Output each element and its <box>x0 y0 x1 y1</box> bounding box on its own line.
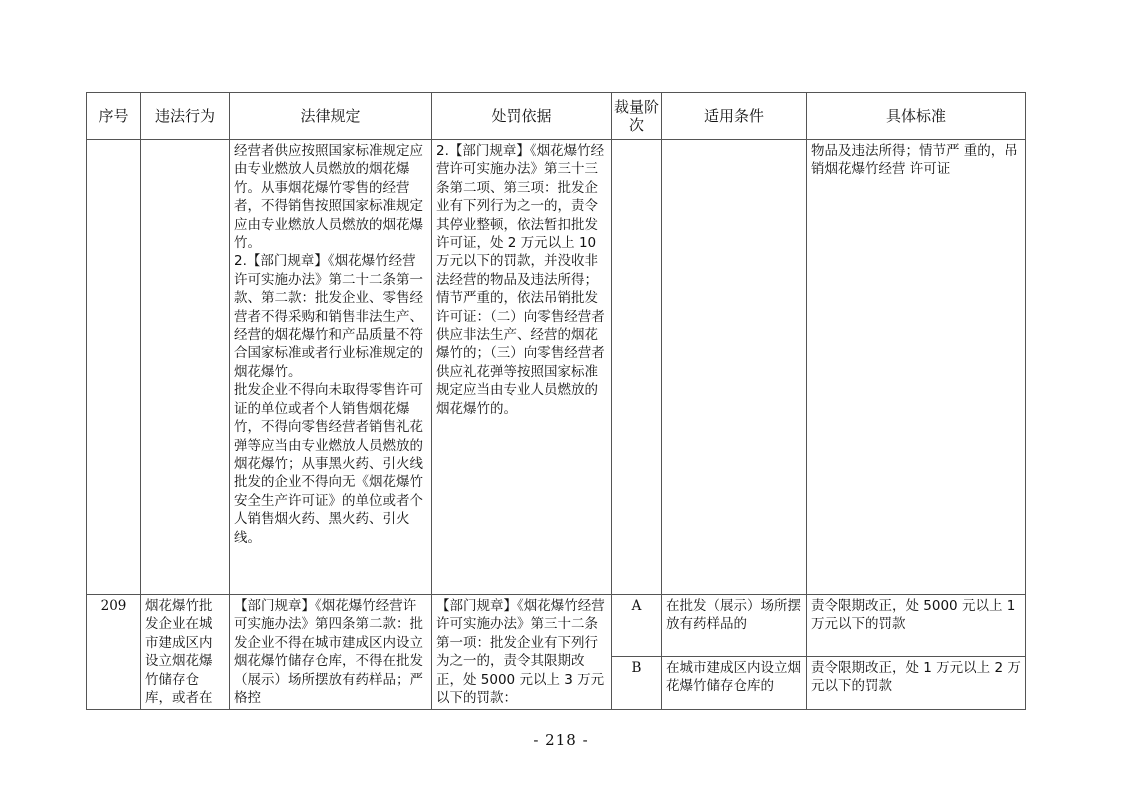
legal-paragraph: 经营者供应按照国家标准规定应由专业燃放人员燃放的烟花爆竹。从事烟花爆竹零售的经营者，不得销售按照国家标准规定应由专业燃放人员燃放的烟花爆竹。 <box>234 143 423 252</box>
cell-violation <box>141 140 230 595</box>
cell-violation: 烟花爆竹批发企业在城市建成区内设立烟花爆竹储存仓库，或者在 <box>141 595 230 710</box>
table-row-209 <box>87 595 1026 657</box>
legal-paragraph: 2.【部门规章】《烟花爆竹经营许可实施办法》第二十二条第一款、第二款：批发企业、零售经营者不得采购和销售非法生产、经营的烟花爆竹和产品质量不符合国家标准或者行业标准规定的烟花爆竹。 <box>234 253 423 380</box>
cell-condition <box>662 140 807 595</box>
cell-seq: 209 <box>87 595 141 710</box>
header-level: 裁量阶次 <box>612 93 662 140</box>
table-header-row <box>87 93 1026 140</box>
header-condition: 适用条件 <box>662 93 807 140</box>
cell-standard-a: 责令限期改正，处 5000 元以上 1 万元以下的罚款 <box>807 595 1026 657</box>
cell-level-a: A <box>612 595 662 657</box>
penalty-table <box>86 92 1026 710</box>
header-basis: 处罚依据 <box>432 93 612 140</box>
cell-level <box>612 140 662 595</box>
header-standard: 具体标准 <box>807 93 1026 140</box>
table-row-continued <box>87 140 1026 595</box>
cell-condition-a: 在批发（展示）场所摆放有药样品的 <box>662 595 807 657</box>
header-violation: 违法行为 <box>141 93 230 140</box>
page-number: - 218 - <box>533 731 589 749</box>
cell-level-b: B <box>612 656 662 710</box>
header-legal: 法律规定 <box>230 93 432 140</box>
cell-legal: 【部门规章】《烟花爆竹经营许可实施办法》第四条第二款：批发企业不得在城市建成区内设立烟花爆竹储存仓库，不得在批发（展示）场所摆放有药样品；严格控 <box>230 595 432 710</box>
cell-legal <box>230 140 432 595</box>
legal-paragraph: 批发企业不得向未取得零售许可证的单位或者个人销售烟花爆竹，不得向零售经营者销售礼花弹等应当由专业燃放人员燃放的烟花爆竹；从事黑火药、引火线批发的企业不得向无《烟花爆竹安全生产许可证》的单位或者个人销售烟火药、黑火药、引火线。 <box>234 382 423 546</box>
cell-standard: 物品及违法所得；情节严 重的，吊销烟花爆竹经营 许可证 <box>807 140 1026 595</box>
cell-condition-b: 在城市建成区内设立烟花爆竹储存仓库的 <box>662 656 807 710</box>
cell-standard-b: 责令限期改正，处 1 万元以上 2 万元以下的罚款 <box>807 656 1026 710</box>
cell-basis: 2.【部门规章】《烟花爆竹经营许可实施办法》第三十三条第二项、第三项：批发企业有下列行为之一的，责令其停业整顿，依法暂扣批发许可证，处 2 万元以上 10 万元以下的罚款，并没收非法经营的物品及违法所得；情节严重的，依法吊销批发许可证：（二）向零售经营者供应非法生产、经营的烟花爆竹的；（三）向零售经营者供应礼花弹等按照国家标准规定应当由专业人员燃放的烟花爆竹的。 <box>432 140 612 595</box>
cell-seq <box>87 140 141 595</box>
header-seq: 序号 <box>87 93 141 140</box>
cell-basis: 【部门规章】《烟花爆竹经营许可实施办法》第三十二条第一项：批发企业有下列行为之一的，责令其限期改正，处 5000 元以上 3 万元以下的罚款： <box>432 595 612 710</box>
